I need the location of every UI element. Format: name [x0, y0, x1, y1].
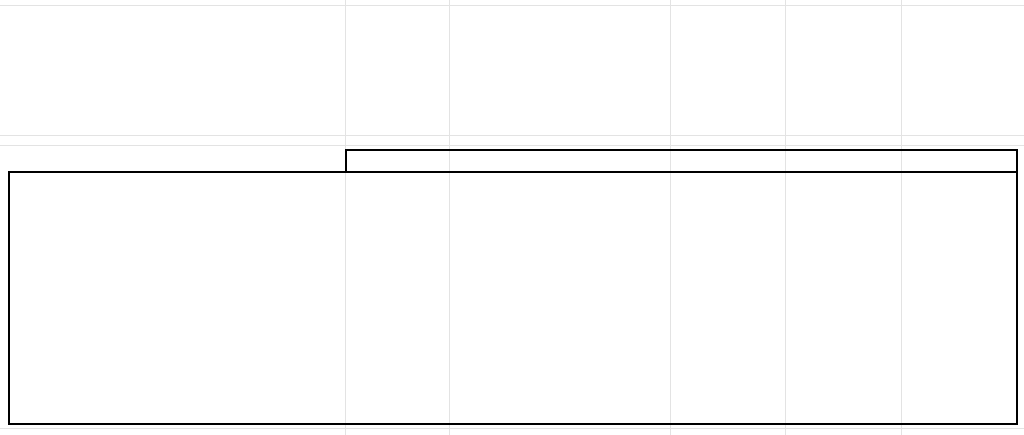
- grid-line: [449, 0, 450, 435]
- grid-line: [0, 5, 1024, 6]
- body-box: [8, 171, 1018, 425]
- header-box: [345, 149, 1018, 171]
- grid-line: [670, 0, 671, 435]
- grid-line: [345, 0, 346, 435]
- grid-line: [0, 145, 1024, 146]
- grid-line: [901, 0, 902, 435]
- grid-line: [0, 428, 1024, 429]
- grid-line: [785, 0, 786, 435]
- grid-line: [0, 135, 1024, 136]
